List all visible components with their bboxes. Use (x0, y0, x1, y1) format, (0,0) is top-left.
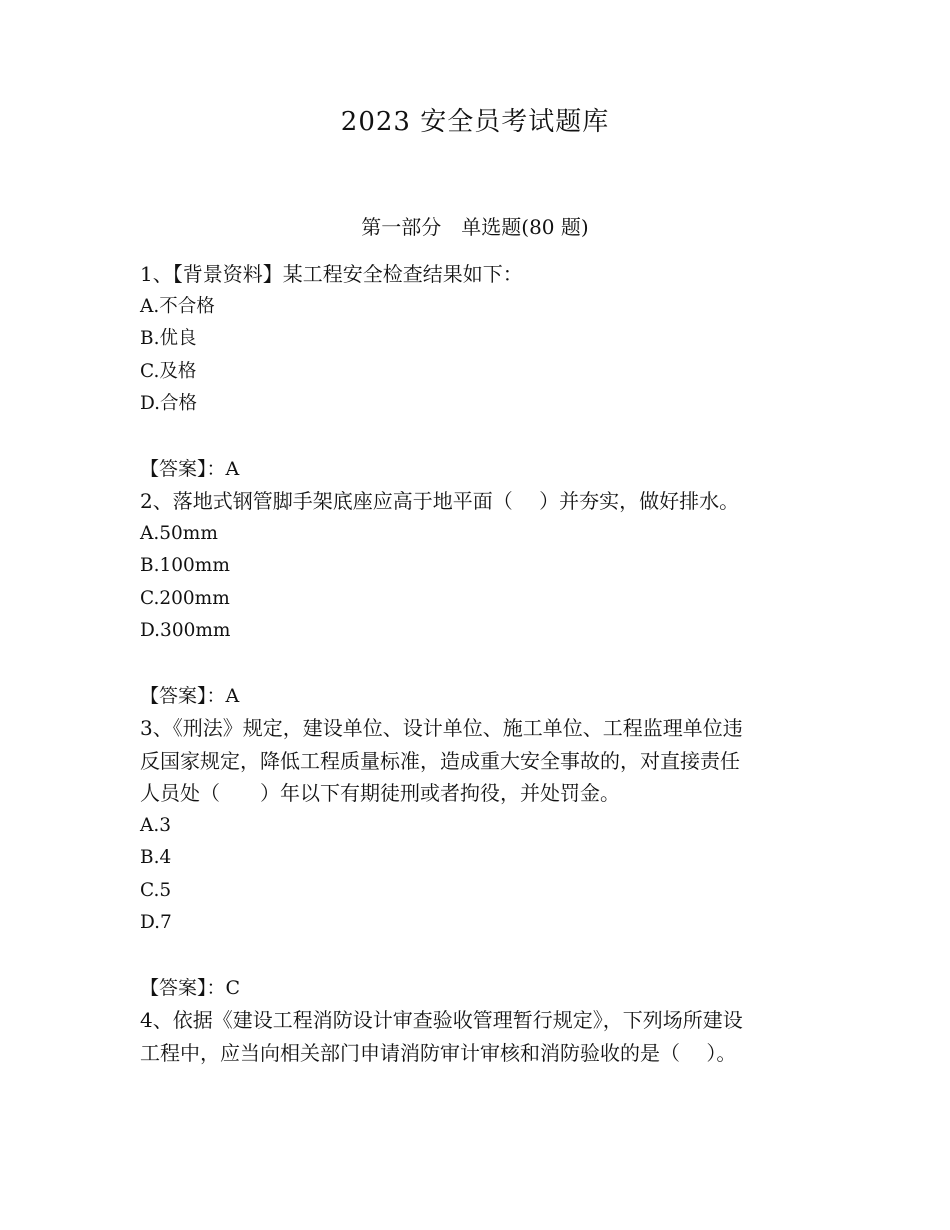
question-text-line-1: 4、依据《建设工程消防设计审查验收管理暂行规定》，下列场所建设 (140, 1008, 743, 1032)
question-1 (140, 258, 810, 485)
option-d: D.合格 (140, 393, 198, 414)
option-c: C.及格 (140, 360, 197, 382)
question-text-line-2: 工程中，应当向相关部门申请消防审计审核和消防验收的是（ ）。 (140, 1040, 737, 1065)
question-text-line-3: 人员处（ ）年以下有期徒刑或者拘役，并处罚金。 (140, 781, 620, 805)
question-text-line-1: 3、《刑法》规定，建设单位、设计单位、施工单位、工程监理单位违 (140, 716, 743, 740)
answer-line: 【答案】：A (140, 684, 240, 707)
spacer (140, 940, 810, 972)
answer-line: 【答案】：A (140, 457, 240, 480)
spacer (140, 421, 810, 453)
option-c: C.200mm (140, 587, 230, 609)
option-a: A.50mm (140, 522, 218, 544)
question-text: 2、落地式钢管脚手架底座应高于地平面（ ）并夯实，做好排水。 (140, 489, 740, 513)
question-4 (140, 1004, 810, 1069)
section-heading: 第一部分 单选题(80 题) (361, 215, 589, 239)
document-title: 2023 安全员考试题库 (340, 107, 610, 137)
answer-line: 【答案】：C (140, 976, 241, 999)
option-c: C.5 (140, 879, 172, 901)
question-text-line-2: 反国家规定，降低工程质量标准，造成重大安全事故的，对直接责任 (140, 748, 740, 773)
spacer (140, 648, 810, 680)
option-d: D.300mm (140, 620, 231, 641)
question-list (140, 258, 810, 1069)
option-b: B.优良 (140, 328, 197, 349)
option-b: B.4 (140, 847, 172, 868)
option-a: A.不合格 (140, 295, 215, 317)
option-d: D.7 (140, 912, 172, 933)
option-a: A.3 (140, 814, 172, 836)
question-2 (140, 485, 810, 712)
option-b: B.100mm (140, 555, 230, 576)
question-3 (140, 712, 810, 1004)
question-text: 1、【背景资料】某工程安全检查结果如下： (140, 262, 523, 286)
